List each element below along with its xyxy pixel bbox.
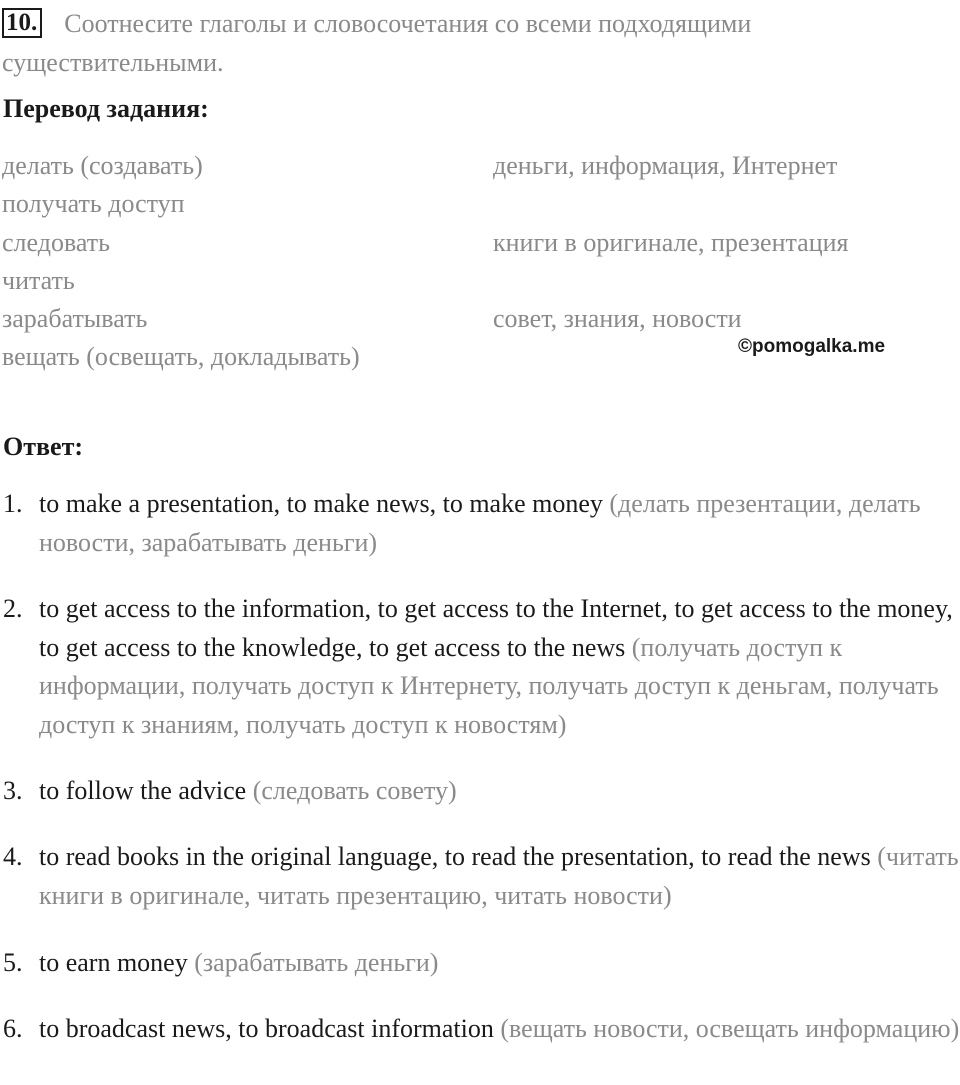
answer-title: Ответ: xyxy=(3,432,84,461)
answer-text xyxy=(39,1010,960,1049)
translation-title: Перевод задания: xyxy=(3,94,209,123)
answer-russian: (вещать новости, освещать информацию) xyxy=(500,1014,960,1043)
answer-russian: (следовать совету) xyxy=(252,776,457,805)
vocab-nouns: совет, знания, новости xyxy=(493,304,742,334)
vocab-verb: читать xyxy=(2,265,75,295)
answer-english: to make a presentation, to make news, to make money xyxy=(39,489,603,518)
watermark-link[interactable]: ©pomogalka.me xyxy=(738,336,886,357)
answer-english: to follow the advice xyxy=(39,776,247,805)
task-instruction: Соотнесите глаголы и словосочетания со всеми подходящими существительными. xyxy=(2,9,752,77)
answer-english: to broadcast news, to broadcast information xyxy=(39,1014,494,1043)
answer-number: 2. xyxy=(3,594,23,623)
answer-text xyxy=(39,590,960,744)
vocab-verb: следовать xyxy=(2,227,110,257)
answer-russian: (зарабатывать деньги) xyxy=(194,948,439,977)
answer-number: 3. xyxy=(3,776,23,805)
answer-english: to read books in the original language, to read the presentation, to read the news xyxy=(39,842,871,871)
vocab-verb: получать доступ xyxy=(2,189,185,219)
answer-text xyxy=(39,772,960,811)
answer-russian: (получать доступ к информации, получать доступ к Интернету, получать доступ к деньгам, получать доступ к знаниям, получать доступ к новостям) xyxy=(39,632,939,739)
vocab-nouns: деньги, информация, Интернет xyxy=(493,151,838,180)
vocab-verb: делать (создавать) xyxy=(2,151,203,180)
answer-russian: (делать презентации, делать новости, зарабатывать деньги) xyxy=(39,489,921,557)
answer-text xyxy=(39,485,960,562)
answer-russian: (читать книги в оригинале, читать презентацию, читать новости) xyxy=(39,842,959,910)
answer-english: to get access to the information, to get access to the Internet, to get access to the money, to get access to the knowledge, to get access to the news xyxy=(39,594,953,662)
vocab-nouns: книги в оригинале, презентация xyxy=(493,227,849,257)
task-number-box: 10. xyxy=(2,8,42,38)
answer-number: 1. xyxy=(3,489,23,518)
vocab-verb: вещать (освещать, докладывать) xyxy=(2,342,360,372)
answer-number: 6. xyxy=(3,1014,23,1043)
answer-number: 4. xyxy=(3,842,23,871)
answer-text xyxy=(39,838,960,915)
answer-number: 5. xyxy=(3,948,23,977)
vocab-verb: зарабатывать xyxy=(2,304,148,334)
answer-text xyxy=(39,944,960,983)
answer-english: to earn money xyxy=(39,948,188,977)
